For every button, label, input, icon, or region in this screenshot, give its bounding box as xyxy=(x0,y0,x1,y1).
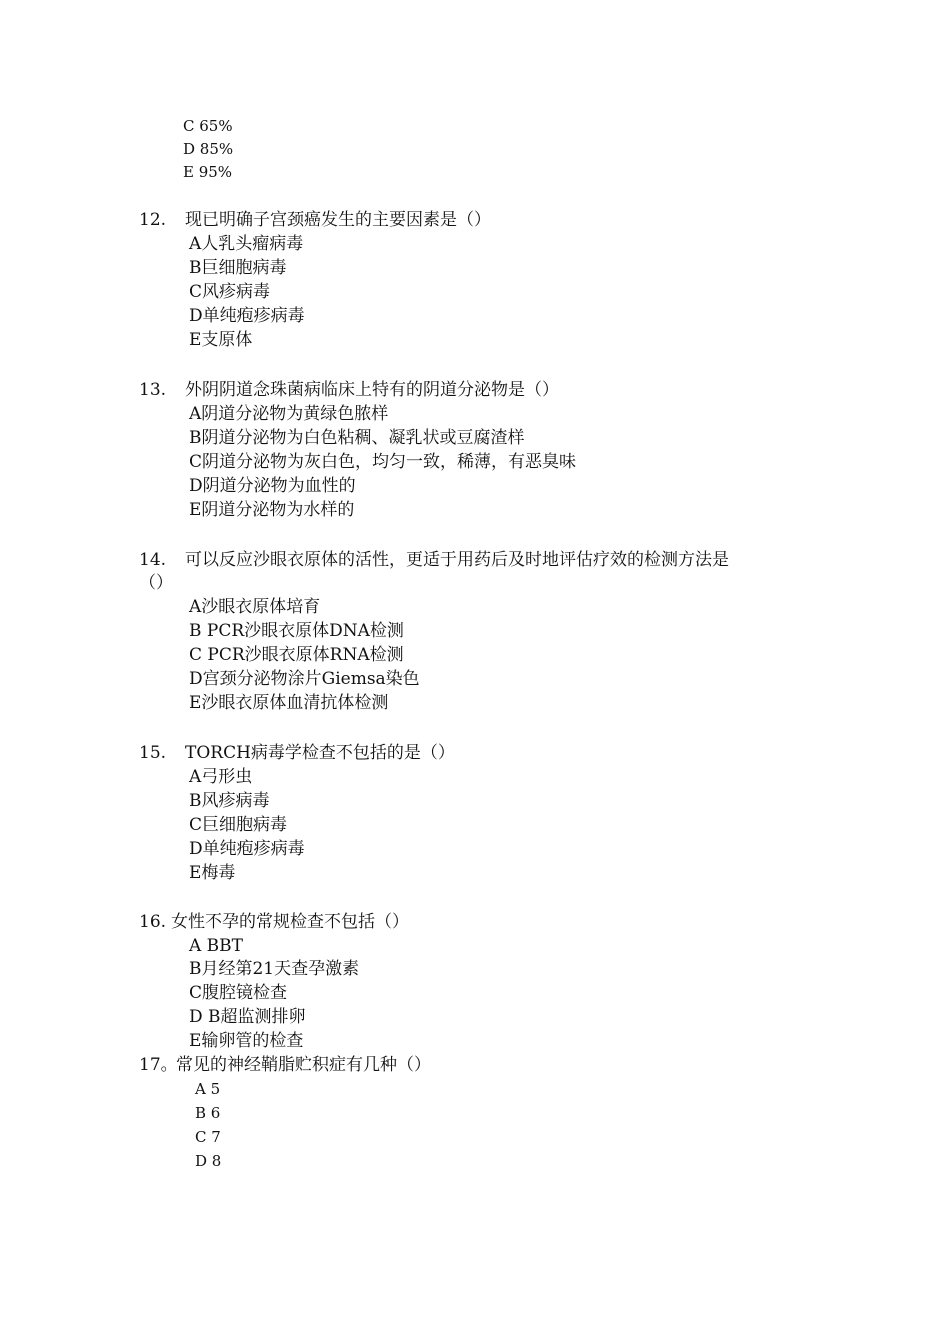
question-text: 外阴阴道念珠菌病临床上特有的阴道分泌物是（） xyxy=(185,380,559,400)
question-text: 现已明确子宫颈癌发生的主要因素是（） xyxy=(185,210,491,230)
option: D单纯疱疹病毒 xyxy=(189,306,305,326)
option: C阴道分泌物为灰白色，均匀一致，稀薄，有恶臭味 xyxy=(189,452,577,472)
question-text: TORCH病毒学检查不包括的是（） xyxy=(185,743,455,763)
option: C 65% xyxy=(183,117,233,135)
option: E梅毒 xyxy=(189,863,236,883)
option: E 95% xyxy=(183,163,233,181)
option: D宫颈分泌物涂片Giemsa染色 xyxy=(189,669,420,689)
question-text: 常见的神经鞘脂贮积症有几种（） xyxy=(176,1055,431,1075)
question-number: 13. xyxy=(139,380,167,400)
question-text-continued: （） xyxy=(139,573,173,593)
option: C腹腔镜检查 xyxy=(189,983,288,1003)
option: C巨细胞病毒 xyxy=(189,815,288,835)
option: A BBT xyxy=(189,936,244,956)
question-number: 12. xyxy=(139,210,167,230)
option: D B超监测排卵 xyxy=(189,1007,306,1027)
option: E输卵管的检查 xyxy=(189,1031,304,1051)
question-text: 女性不孕的常规检查不包括（） xyxy=(171,912,409,932)
option: D 8 xyxy=(195,1152,222,1170)
option: B巨细胞病毒 xyxy=(189,258,287,278)
option: C 7 xyxy=(195,1128,221,1146)
option: A人乳头瘤病毒 xyxy=(189,234,304,254)
question-number: 17。 xyxy=(139,1055,178,1075)
option: D阴道分泌物为血性的 xyxy=(189,476,356,496)
question-number: 14. xyxy=(139,550,167,570)
option: A沙眼衣原体培育 xyxy=(189,597,321,617)
option: B阴道分泌物为白色粘稠、凝乳状或豆腐渣样 xyxy=(189,428,525,448)
option: A阴道分泌物为黄绿色脓样 xyxy=(189,404,389,424)
question-number: 15. xyxy=(139,743,167,763)
option: E沙眼衣原体血清抗体检测 xyxy=(189,693,389,713)
option: C风疹病毒 xyxy=(189,282,271,302)
question-number: 16. xyxy=(139,912,167,932)
option: C PCR沙眼衣原体RNA检测 xyxy=(189,645,404,665)
option: B风疹病毒 xyxy=(189,791,270,811)
option: E阴道分泌物为水样的 xyxy=(189,500,355,520)
option: D 85% xyxy=(183,140,234,158)
option: D单纯疱疹病毒 xyxy=(189,839,305,859)
option: A 5 xyxy=(195,1080,221,1098)
option: E支原体 xyxy=(189,330,253,350)
question-text: 可以反应沙眼衣原体的活性，更适于用药后及时地评估疗效的检测方法是 xyxy=(185,550,729,570)
option: A弓形虫 xyxy=(189,767,253,787)
option: B PCR沙眼衣原体DNA检测 xyxy=(189,621,404,641)
option: B月经第21天查孕激素 xyxy=(189,959,360,979)
option: B 6 xyxy=(195,1104,221,1122)
